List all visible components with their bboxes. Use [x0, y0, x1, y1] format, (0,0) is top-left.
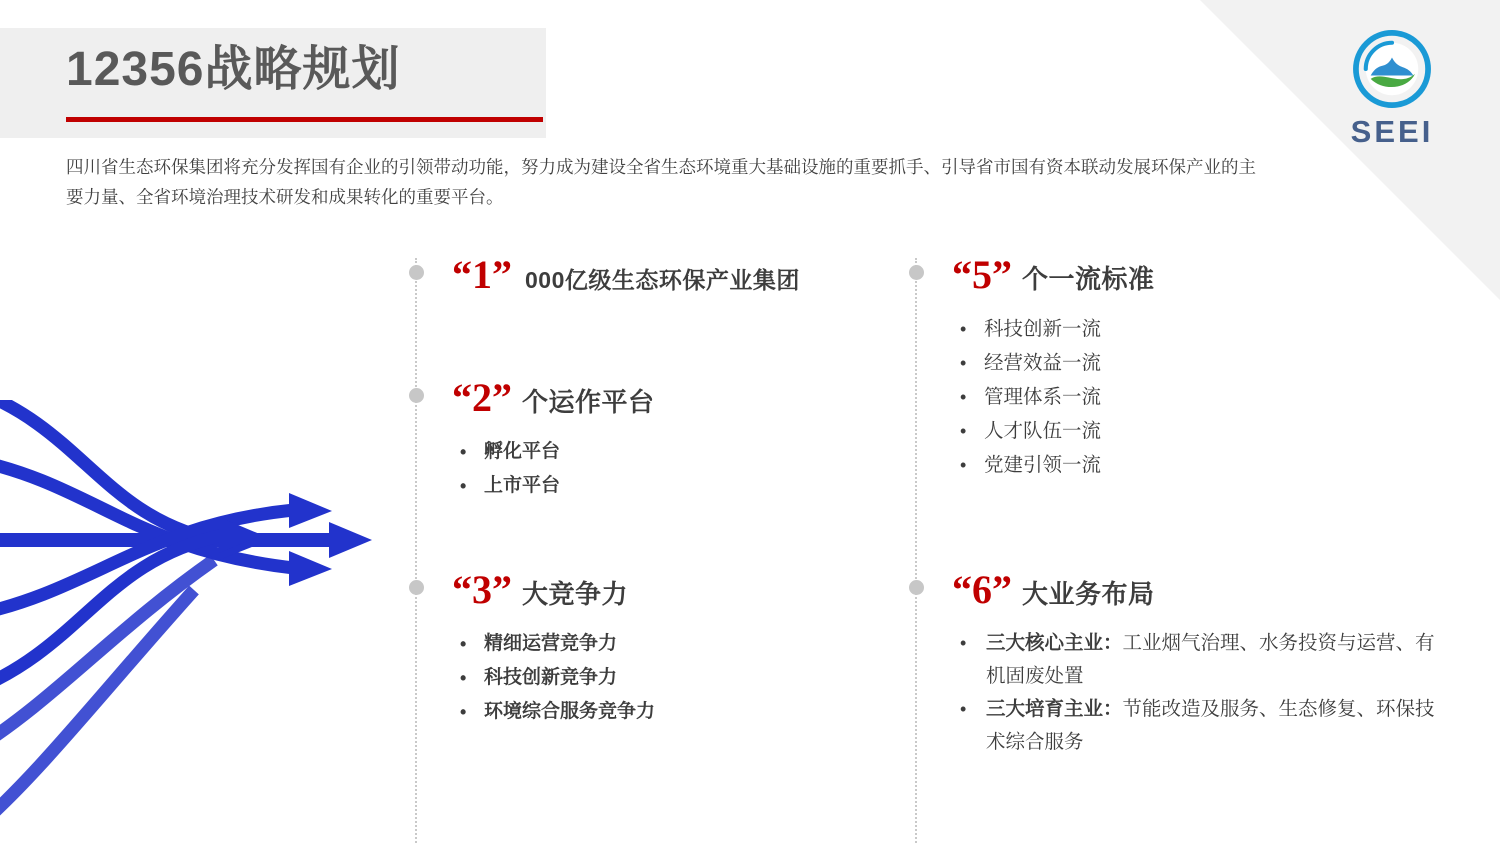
list-item: • 党建引领一流	[952, 448, 1352, 482]
list-item-rest: 工业烟气治理、水务投资与运营、有机固废处置	[986, 632, 1435, 687]
block-5-number: “5”	[952, 252, 1012, 297]
seei-circular-logo-icon	[1351, 28, 1433, 110]
node-dot-1	[409, 265, 424, 280]
block-6-list	[952, 627, 1452, 759]
block-3	[452, 567, 872, 729]
block-2	[452, 375, 852, 503]
brand-logo	[1322, 28, 1462, 148]
node-dot-3	[409, 580, 424, 595]
block-5-header	[952, 252, 1352, 297]
list-item: • 环境综合服务竞争力	[452, 695, 872, 729]
list-item: • 孵化平台	[452, 435, 852, 469]
list-item: • 科技创新竞争力	[452, 661, 872, 695]
block-2-label: 个运作平台	[522, 387, 655, 417]
list-item-lead: 三大核心主业：	[986, 632, 1123, 654]
block-1	[452, 252, 892, 297]
list-item: • 精细运营竞争力	[452, 627, 872, 661]
node-dot-2	[409, 388, 424, 403]
timeline-guide-left	[415, 258, 417, 843]
list-item: • 管理体系一流	[952, 380, 1352, 414]
list-item-lead: 三大培育主业：	[986, 698, 1123, 720]
logo-wordmark: SEEI	[1350, 114, 1434, 149]
block-1-label: 000亿级生态环保产业集团	[525, 267, 800, 293]
list-item: • 科技创新一流	[952, 312, 1352, 346]
converging-arrows-graphic	[0, 400, 374, 840]
block-2-header	[452, 375, 852, 420]
node-dot-6	[909, 580, 924, 595]
page-title: 12356战略规划	[66, 43, 401, 96]
block-6-label: 大业务布局	[1022, 579, 1155, 609]
list-item: • 上市平台	[452, 469, 852, 503]
block-3-list	[452, 627, 872, 729]
block-2-list	[452, 435, 852, 503]
block-3-header	[452, 567, 872, 612]
list-item: • 经营效益一流	[952, 346, 1352, 380]
block-5-list	[952, 312, 1352, 482]
intro-paragraph: 四川省生态环保集团将充分发挥国有企业的引领带动功能，努力成为建设全省生态环境重大基础设施的重要抓手、引导省市国有资本联动发展环保产业的主要力量、全省环境治理技术研发和成果转化的重要平台。	[66, 157, 1256, 207]
block-6	[952, 567, 1452, 759]
list-item	[952, 627, 1452, 693]
timeline-guide-right	[915, 258, 917, 843]
block-5-label: 个一流标准	[1022, 264, 1155, 294]
list-item-rest: 节能改造及服务、生态修复、环保技术综合服务	[986, 698, 1435, 753]
list-item	[952, 693, 1452, 759]
block-5	[952, 252, 1352, 482]
node-dot-5	[909, 265, 924, 280]
block-1-number: “1”	[452, 252, 512, 297]
block-6-number: “6”	[952, 567, 1012, 612]
block-3-number: “3”	[452, 567, 512, 612]
list-item: • 人才队伍一流	[952, 414, 1352, 448]
block-6-header	[952, 567, 1452, 612]
block-1-header	[452, 252, 892, 297]
title-underline	[66, 117, 543, 122]
block-3-label: 大竞争力	[522, 579, 629, 609]
block-2-number: “2”	[452, 375, 512, 420]
